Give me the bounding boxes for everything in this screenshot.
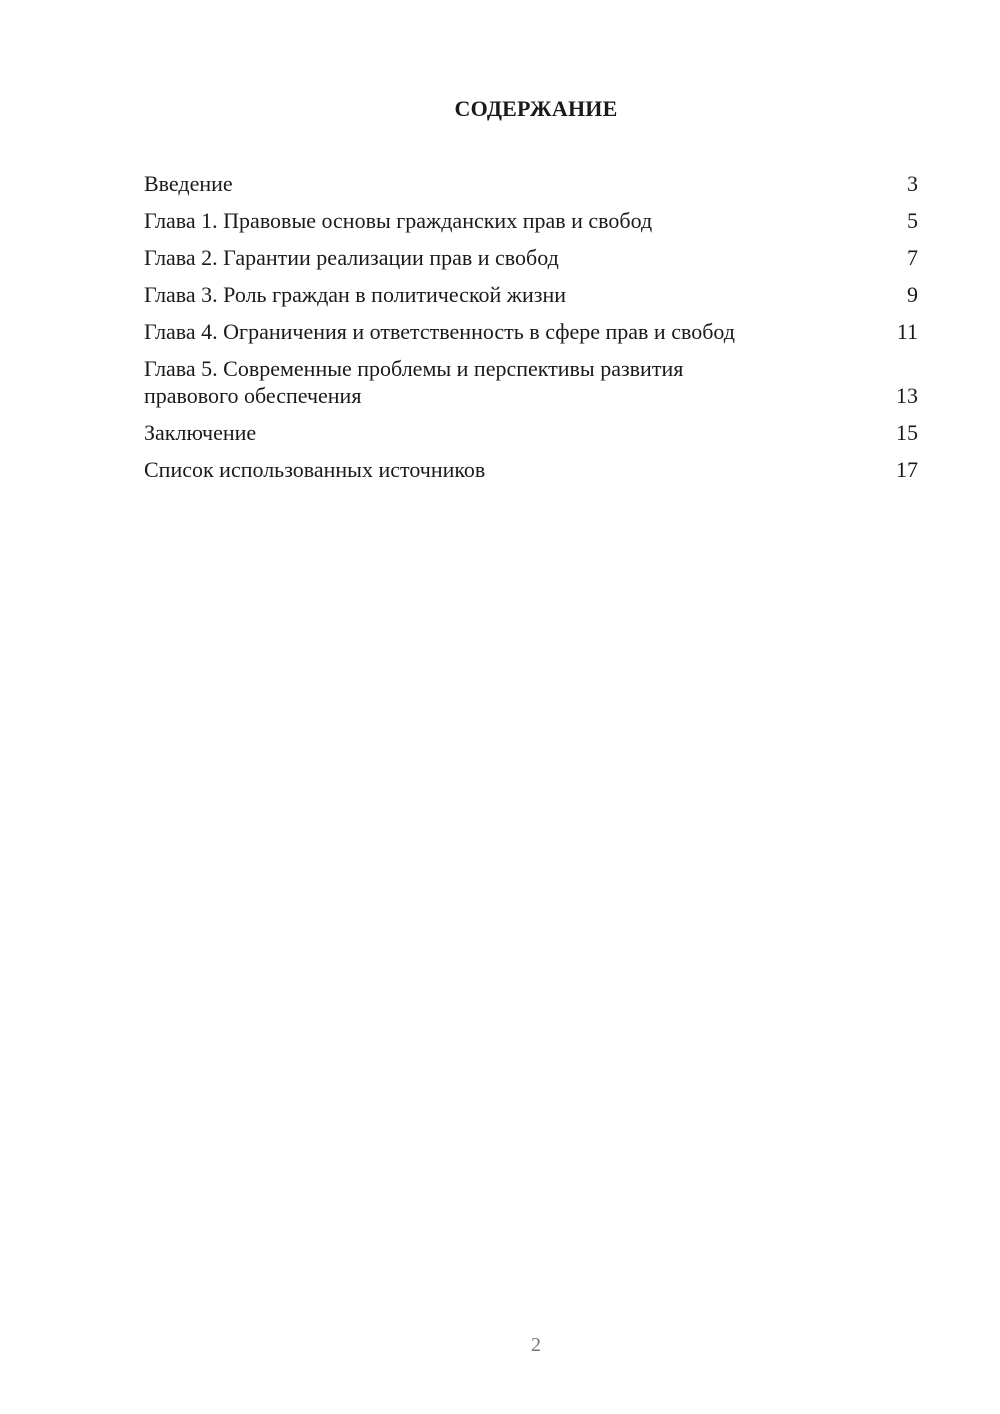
toc-entry-text xyxy=(144,419,888,446)
toc-entry-page: 7 xyxy=(907,245,918,270)
toc-title: СОДЕРЖАНИЕ xyxy=(454,96,618,121)
toc-entry-page: 5 xyxy=(907,208,918,233)
toc-entry-text xyxy=(144,318,888,345)
toc-entry-text xyxy=(144,207,888,234)
toc-entry-line: Список использованных источников xyxy=(144,457,486,482)
table-of-contents xyxy=(144,170,918,493)
toc-entry-line: Глава 3. Роль граждан в политической жизни xyxy=(144,282,567,307)
toc-entry-chapter-2 xyxy=(144,244,918,271)
toc-entry-line: Глава 5. Современные проблемы и перспективы развития xyxy=(144,356,684,381)
toc-entry-page: 15 xyxy=(896,420,918,445)
toc-entry-chapter-5 xyxy=(144,355,918,409)
toc-entry-text xyxy=(144,170,888,197)
toc-entry-line: Глава 4. Ограничения и ответственность в сфере прав и свобод xyxy=(144,319,735,344)
toc-entry-line: правового обеспечения xyxy=(144,383,362,408)
toc-entry-chapter-1 xyxy=(144,207,918,234)
toc-entry-line: Глава 2. Гарантии реализации прав и свобод xyxy=(144,245,559,270)
toc-entry-references xyxy=(144,456,918,483)
toc-entry-introduction xyxy=(144,170,918,197)
toc-entry-page: 11 xyxy=(896,319,918,344)
toc-entry-line: Введение xyxy=(144,171,233,196)
toc-entry-text xyxy=(144,244,888,271)
toc-entry-line: Глава 1. Правовые основы гражданских прав и свобод xyxy=(144,208,653,233)
page-number: 2 xyxy=(531,1334,541,1356)
toc-entry-text xyxy=(144,355,888,409)
toc-entry-page: 13 xyxy=(896,383,918,408)
toc-entry-line: Заключение xyxy=(144,420,257,445)
toc-entry-text xyxy=(144,456,888,483)
toc-entry-page: 9 xyxy=(907,282,918,307)
toc-entry-conclusion xyxy=(144,419,918,446)
toc-entry-page: 3 xyxy=(907,171,918,196)
toc-entry-chapter-3 xyxy=(144,281,918,308)
toc-entry-text xyxy=(144,281,888,308)
toc-entry-page: 17 xyxy=(896,457,918,482)
toc-entry-chapter-4 xyxy=(144,318,918,345)
